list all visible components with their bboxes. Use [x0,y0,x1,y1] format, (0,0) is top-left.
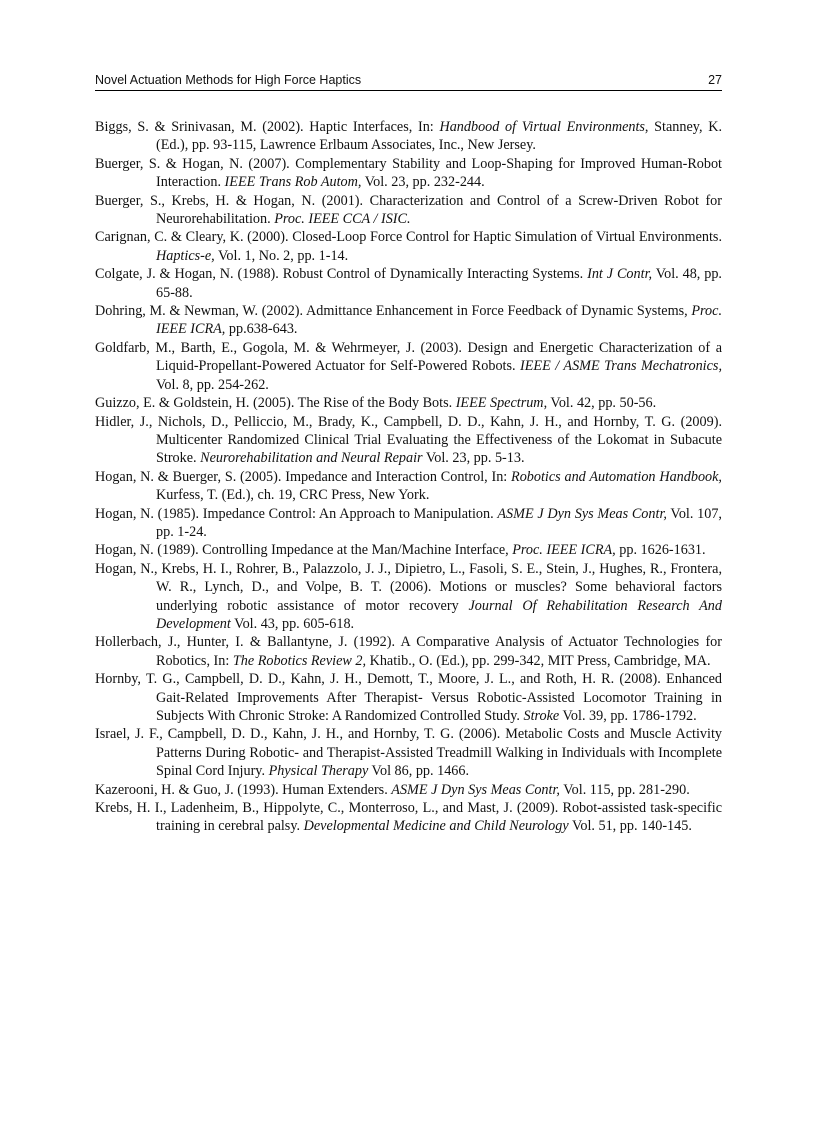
reference-item: Hogan, N. (1985). Impedance Control: An Approach to Manipulation. ASME J Dyn Sys Meas Contr, Vol. 107, pp. 1-24. [95,505,722,540]
reference-item: Krebs, H. I., Ladenheim, B., Hippolyte, C., Monterroso, L., and Mast, J. (2009). Robot-assisted task-specific training in cerebral palsy. Developmental Medicine and Child Neurology Vol. 51, pp. 140-145. [95,800,722,835]
reference-item: Guizzo, E. & Goldstein, H. (2005). The Rise of the Body Bots. IEEE Spectrum, Vol. 42, pp. 50-56. [95,395,657,412]
reference-item: Buerger, S. & Hogan, N. (2007). Complementary Stability and Loop-Shaping for Improved Human-Robot Interaction. IEEE Trans Rob Autom, Vol. 23, pp. 232-244. [95,155,722,191]
reference-item: Israel, J. F., Campbell, D. D., Kahn, J. H., and Hornby, T. G. (2006). Metabolic Costs and Muscle Activity Patterns During Robotic- and Therapist-Assisted Treadmill Walking in Individuals with Incomplete Spinal Cord Injury. Physical Therapy Vol 86, pp. 1466. [95,726,722,780]
reference-item: Buerger, S., Krebs, H. & Hogan, N. (2001). Characterization and Control of a Screw-Driven Robot for Neurorehabilitation. Proc. IEEE CCA / ISIC. [95,192,722,228]
reference-item: Hogan, N., Krebs, H. I., Rohrer, B., Palazzolo, J. J., Dipietro, L., Fasoli, S. E., Stein, J., Hughes, R., Frontera, W. R., Lynch, D., and Volpe, B. T. (2006). Motions or muscles? Some behavioral factors underlying robotic assistance of motor recovery Journal Of Rehabilitation Research And Development Vol. 43, pp. 605-618. [95,560,722,632]
running-header [95,70,722,91]
reference-item: Hollerbach, J., Hunter, I. & Ballantyne, J. (1992). A Comparative Analysis of Actuator Technologies for Robotics, In: The Robotics Review 2, Khatib., O. (Ed.), pp. 299-342, MIT Press, Cambridge, MA. [95,634,722,669]
reference-item: Dohring, M. & Newman, W. (2002). Admittance Enhancement in Force Feedback of Dynamic Systems, Proc. IEEE ICRA, pp.638-643. [95,303,722,338]
reference-item: Goldfarb, M., Barth, E., Gogola, M. & Wehrmeyer, J. (2003). Design and Energetic Characterization of a Liquid-Propellant-Powered Actuator for Self-Powered Robots. IEEE / ASME Trans Mechatronics, Vol. 8, pp. 254-262. [95,339,722,393]
reference-item: Hidler, J., Nichols, D., Pelliccio, M., Brady, K., Campbell, D. D., Kahn, J. H., and Hornby, T. G. (2009). Multicenter Randomized Clinical Trial Evaluating the Effectiveness of the Lokomat in Subacute Stroke. Neurorehabilitation and Neural Repair Vol. 23, pp. 5-13. [95,413,722,467]
reference-item: Kazerooni, H. & Guo, J. (1993). Human Extenders. ASME J Dyn Sys Meas Contr, Vol. 115, pp. 281-290. [95,781,690,798]
reference-item: Biggs, S. & Srinivasan, M. (2002). Haptic Interfaces, In: Handbood of Virtual Environments, Stanney, K. (Ed.), pp. 93-115, Lawrence Erlbaum Associates, Inc., New Jersey. [95,119,722,154]
reference-item: Carignan, C. & Cleary, K. (2000). Closed-Loop Force Control for Haptic Simulation of Virtual Environments. Haptics-e, Vol. 1, No. 2, pp. 1-14. [95,229,722,264]
reference-item: Hornby, T. G., Campbell, D. D., Kahn, J. H., Demott, T., Moore, J. L., and Roth, H. R. (2008). Enhanced Gait-Related Improvements After Therapist- Versus Robotic-Assisted Locomotor Training in Subjects With Chronic Stroke: A Randomized Controlled Study. Stroke Vol. 39, pp. 1786-1792. [95,671,722,724]
reference-list [95,118,722,836]
page-number: 27 [708,73,722,87]
reference-item: Hogan, N. & Buerger, S. (2005). Impedance and Interaction Control, In: Robotics and Automation Handbook, Kurfess, T. (Ed.), ch. 19, CRC Press, New York. [95,468,722,504]
reference-item: Hogan, N. (1989). Controlling Impedance at the Man/Machine Interface, Proc. IEEE ICRA, pp. 1626-1631. [95,542,706,559]
reference-item: Colgate, J. & Hogan, N. (1988). Robust Control of Dynamically Interacting Systems. Int J Contr, Vol. 48, pp. 65-88. [95,266,722,301]
running-title: Novel Actuation Methods for High Force Haptics [95,73,362,87]
